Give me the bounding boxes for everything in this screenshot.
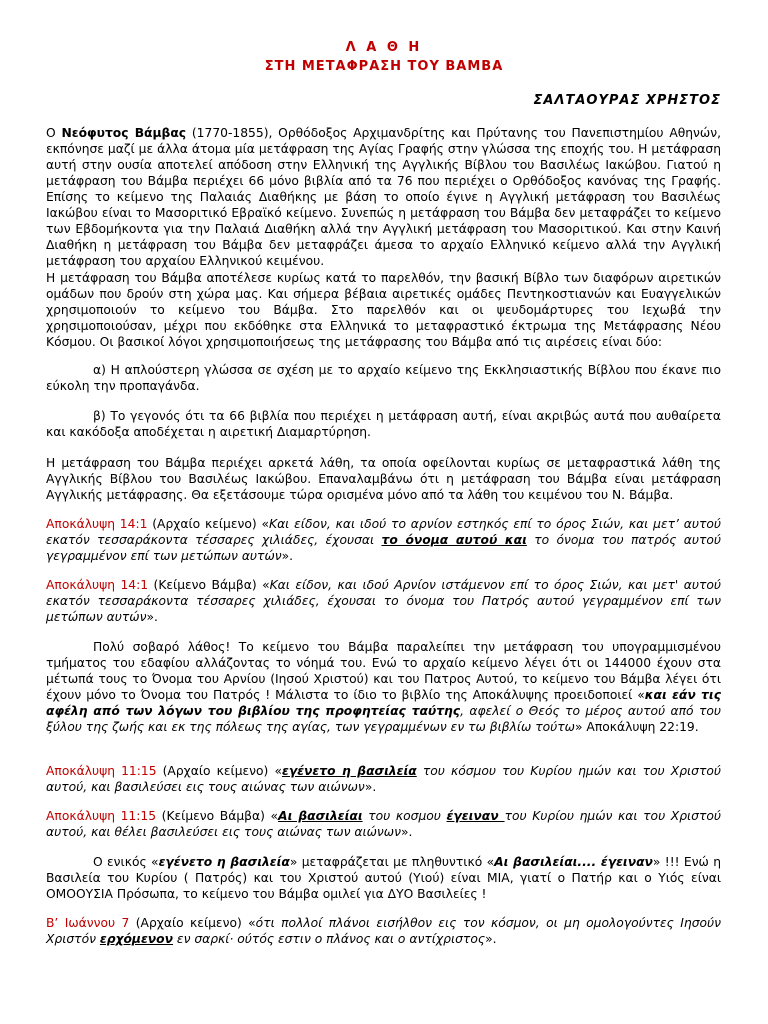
quote-text: εν σαρκί· ούτός εστιν ο πλάνος και ο αντίχριστος (173, 932, 486, 946)
text: (1770-1855), Ορθόδοξος Αρχιμανδρίτης και Πρύτανης του Πανεπιστημίου Αθηνών, εκπόνησε μαζί με άλλα άτομα μία μετάφραση της Αγίας Γραφής στην γλώσσα της εποχής του. Η μετάφραση αυτή στην ουσία αποτελεί απόδοση στην Ελληνική της Αγγλικής Βίβλου του Βασιλέως Ιακώβου. Γιατού η μετάφραση του Βάμβα περιέχει 66 μόνο βιβλία από τα 76 που περιέχει ο Ορθόδοξος κανόνας της Γραφής. Επίσης το κείμενο της Παλαιάς Διαθήκης με βάση το οποίο έγινε η Αγγλική μετάφραση του Βασιλέως Ιακώβου είναι το Μασοριτικό Εβραϊκό κείμενο. Συνεπώς η μετάφραση του Βάμβα δεν μεταφράζει το κείμενο των Εβδομήκοντα για την Παλαιά Διαθήκη αλλά την Αγγλική μετάφραση του Μασοριτικού. Και στην Καινή Διαθήκη η μετάφραση του Βάμβα δεν μεταφράζει άμεσα το αρχαίο Ελληνικό κείμενο αλλά την Αγγλική μετάφραση του αρχαίου Ελληνικού κειμένου. (46, 126, 721, 268)
text: ». (485, 932, 497, 946)
paragraph-errors: Η μετάφραση του Βάμβα περιέχει αρκετά λάθη, τα οποία οφείλονται κυρίως σε μεταφραστικά λάθη της Αγγλικής Βίβλου του Βασιλέως Ιακώβου. Επαναλαμβάνω ότι η μετάφραση του Βάμβα είναι μετάφραση Αγγλικής μετάφρασης. Θα εξετάσουμε τώρα ορισμένα μόνο από τα λάθη του κειμένου του Ν. Βάμβα. (46, 456, 721, 502)
verse-reference: Αποκάλυψη 11:15 (46, 809, 157, 823)
paragraph-comment-2 (46, 854, 721, 902)
verse-reference: Αποκάλυψη 14:1 (46, 578, 149, 592)
text: (Αρχαίο κείμενο) « (156, 764, 282, 778)
quote-text: , αφελεί ο Θεός το μέρος αυτού από του ξύλου της ζωής και εκ της πόλεως της αγίας, των γεγραμμένων εν τω βιβλίω τούτω (46, 704, 721, 734)
quote-rev-14-1-vamvas (46, 577, 721, 625)
person-name: Νεόφυτος Βάμβας (61, 126, 187, 140)
text: » Αποκάλυψη 22:19. (574, 720, 699, 734)
verse-reference: Αποκάλυψη 14:1 (46, 517, 148, 531)
quote-rev-11-15-original (46, 763, 721, 795)
quote-rev-11-15-vamvas (46, 808, 721, 840)
paragraph-comment-1 (46, 639, 721, 735)
reason-b: β) Το γεγονός ότι τα 66 βιβλία που περιέχει η μετάφραση αυτή, είναι ακριβώς αυτά που αυθαίρετα και κακόδοξα αποδέχεται η αιρετική Διαμαρτύρηση. (46, 409, 721, 439)
text: ». (146, 610, 158, 624)
quote-emphasis: έγειναν (446, 809, 505, 823)
quote-text: το όνομα του πατρός αυτού γεγραμμένον επί των μετώπων αυτών (46, 533, 721, 563)
paragraph-heresies: Η μετάφραση του Βάμβα αποτέλεσε κυρίως κατά το παρελθόν, την βασική Βίβλο των διαφόρων αιρετικών ομάδων που δρούν στη χώρα μας. Και σήμερα βέβαια αιρετικές ομάδες Πεντηκοστιανών και Ευαγγελικών χρησιμοποιούν το κείμενο του Βάμβα. Στο παρελθόν και οι ψευδομάρτυρες του Ιεχωβά την χρησιμοποιούσαν, μέχρι που εκδόθηκε στα Ελληνικά το μεταφραστικό έκτρωμα της Μετάφρασης Νέου Κόσμου. Οι βασικοί λόγοι χρησιμοποιήσεως της μετάφρασης του Βάμβα από τις αιρέσεις είναι δύο: (46, 271, 721, 349)
quote-emphasis: εγένετο η βασιλεία (281, 764, 417, 778)
quote-rev-14-1-original (46, 516, 721, 564)
text: (Κείμενο Βάμβα) « (148, 578, 270, 592)
author-name: ΣΑΛΤΑΟΥΡΑΣ ΧΡΗΣΤΟΣ (533, 93, 721, 108)
text: Ο (46, 126, 62, 140)
quote-emphasis: Αι βασιλείαι.... έγειναν (494, 855, 653, 869)
quote-emphasis: και εάν τις αφέλη από των λόγων του βιβλίου της προφητείας ταύτης (46, 688, 721, 718)
text: ». (400, 825, 413, 839)
text: Ο ενικός « (93, 855, 159, 869)
verse-reference: Αποκάλυψη 11:15 (46, 764, 157, 778)
quote-text: Και είδον, και ιδού Αρνίον ιστάμενον επί το όρος Σιών, και μετ' αυτού εκατόν τεσσαράκοντα τέσσαρες χιλιάδες, έχουσαι το όνομα του Πατρός αυτού γεγραμμένον επί των μετώπων αυτών (46, 578, 721, 624)
verse-reference: Β’ Ιωάννου 7 (46, 916, 130, 930)
text: Πολύ σοβαρό λάθος! Το κείμενο του Βάμβα παραλείπει την μετάφραση του υπογραμμισμένου τμήματος του εδαφίου αλλάζοντας το νόημά του. Ενώ το αρχαίο κείμενο λέγει ότι οι 144000 έχουν στα μέτωπά τους το Όνομα του Αρνίου (Ιησού Χριστού) και του Πατρος Αυτού, το κείμενο του Βάμβα λέγει ότι έχουν μόνο το Όνομα του Πατρός ! Μάλιστα το ίδιο το βιβλίο της Αποκάλυψης προειδοποιεί « (46, 640, 721, 702)
text: » μεταφράζεται με πληθυντικό « (289, 855, 495, 869)
quote-text: του κόσμου του Κυρίου ημών και του Χριστού αυτού, και βασιλεύσει εις τους αιώνας των αιώνων (46, 764, 721, 794)
quote-emphasis: εγένετο η βασιλεία (158, 855, 290, 869)
text: (Αρχαίο κείμενο) « (147, 517, 270, 531)
text: ». (364, 780, 377, 794)
reason-a: α) Η απλούστερη γλώσσα σε σχέση με το αρχαίο κείμενο της Εκκλησιαστικής Βίβλου που έκανε πιο εύκολη την προπαγάνδα. (46, 363, 721, 393)
quote-text: του κοσμου (362, 809, 447, 823)
paragraph-intro (46, 125, 721, 269)
quote-emphasis: Αι βασιλείαι (278, 809, 363, 823)
quote-2-john-7-original (46, 915, 721, 947)
text: (Κείμενο Βάμβα) « (156, 809, 279, 823)
quote-text: Και είδον, και ιδού το αρνίον εστηκός επί το όρος Σιών, και μετ’ αυτού εκατόν τεσσαράκοντα τέσσαρες χιλιάδες, έχουσαι (46, 517, 722, 547)
title-line-2: ΣΤΗ ΜΕΤΑΦΡΑΣΗ ΤΟΥ ΒΑΜΒΑ (264, 59, 504, 74)
title-line-1: Λ Α Θ Η (345, 40, 423, 55)
quote-text: ότι πολλοί πλάνοι εισήλθον εις τον κόσμον, οι μη ομολογούντες Ιησούν Χριστόν (46, 916, 721, 946)
text: ». (281, 549, 294, 563)
text: » !!! Ενώ η Βασιλεία του Κυρίου ( Πατρός) και του Χριστού αυτού (Υιού) είναι ΜΙΑ, γιατί ο Πατήρ και ο Υιός είναι ΟΜΟΟΥΣΙΑ Πρόσωπα, το κείμενο του Βάμβα ομιλεί για ΔΥΟ Βασιλείες ! (46, 855, 722, 901)
quote-emphasis: το όνομα αυτού και (381, 533, 527, 547)
quote-text: του Κυρίου ημών και του Χριστού αυτού, και θέλει βασιλεύσει εις τους αιώνας των αιώνων (46, 809, 722, 839)
text: (Αρχαίο κείμενο) « (129, 916, 256, 930)
quote-emphasis: ερχόμενον (99, 932, 174, 946)
